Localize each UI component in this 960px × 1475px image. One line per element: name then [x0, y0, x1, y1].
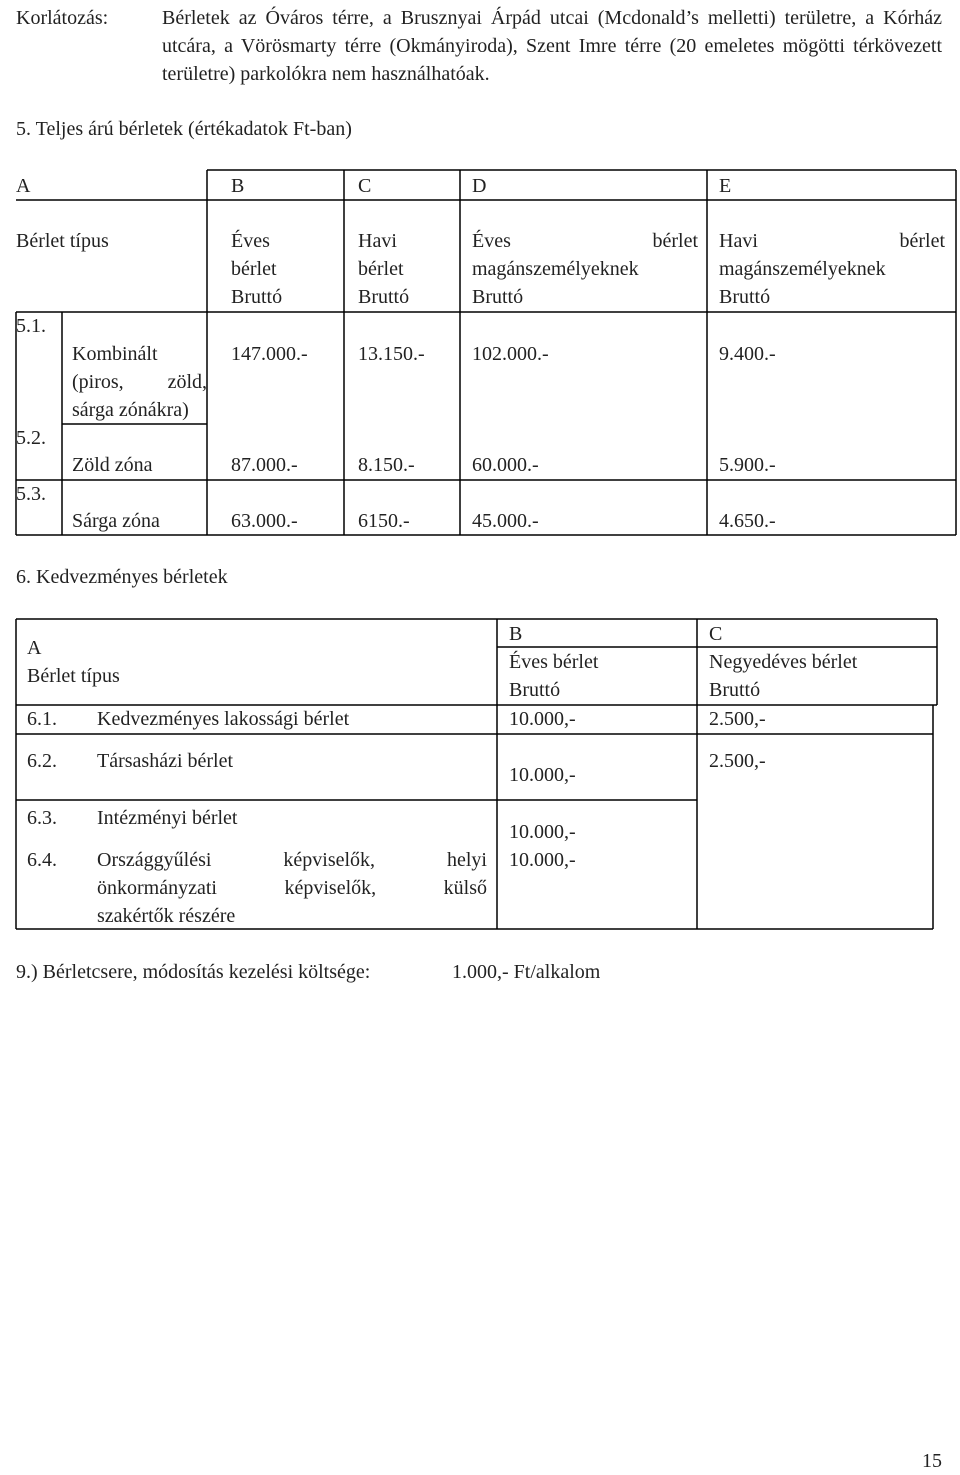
table-row-num: 5.1. — [16, 315, 46, 337]
fee-value: 1.000,- Ft/alkalom — [452, 961, 601, 983]
t6-negyedeves-berlet: Negyedéves bérlet Bruttó — [709, 651, 858, 701]
row-name-zold: Zöld zóna — [72, 454, 153, 476]
header-berlet-tipus: Bérlet típus — [16, 230, 109, 252]
section6-heading: 6. Kedvezményes bérletek — [16, 566, 228, 588]
row-name-tarsashazi: Társasházi bérlet — [97, 750, 234, 772]
cell-value: 5.900.- — [719, 454, 776, 476]
cell-value: 10.000,- — [509, 764, 576, 786]
col-letter-b: B — [231, 175, 245, 197]
cell-value: 45.000.- — [472, 510, 539, 532]
col-letter-c: C — [358, 175, 372, 197]
col-letter-d: D — [472, 175, 487, 197]
restriction-text: Bérletek az Óváros térre, a Brusznyai Árpád utcai (Mcdonald’s melletti) területre, a Kórház utcára, a Vörösmarty térre (Okmányiroda), Szent Imre térre (20 emeletes mögötti térkövezett területre) parkolókra nem használhatóak. — [162, 7, 942, 85]
cell-value: 147.000.- — [231, 343, 308, 365]
col-letter-a: A — [16, 175, 31, 197]
section5-heading: 5. Teljes árú bérletek (értékadatok Ft-ban) — [16, 118, 352, 140]
header-havi-magan: Havi bérlet magánszemélyeknek Bruttó — [719, 230, 945, 308]
table-row-num: 6.2. — [27, 750, 57, 772]
row-name-kombinalt: Kombinált (piros, zöld, sárga zónákra) — [72, 343, 207, 421]
table-row-num: 5.3. — [16, 483, 46, 505]
cell-value: 4.650.- — [719, 510, 776, 532]
table-row-num: 6.3. — [27, 807, 57, 829]
cell-value: 13.150.- — [358, 343, 425, 365]
cell-value: 60.000.- — [472, 454, 539, 476]
table-row-num: 6.4. — [27, 849, 57, 871]
row-name-sarga: Sárga zóna — [72, 510, 160, 532]
cell-value: 102.000.- — [472, 343, 549, 365]
cell-value: 63.000.- — [231, 510, 298, 532]
row-name-lakossagi: Kedvezményes lakossági bérlet — [97, 708, 350, 730]
header-havi-berlet: Havi bérlet Bruttó — [358, 230, 410, 308]
cell-value: 2.500,- — [709, 750, 766, 772]
fee-label: 9.) Bérletcsere, módosítás kezelési költsége: — [16, 961, 371, 983]
table-row-num: 5.2. — [16, 427, 46, 449]
header-eves-magan: Éves bérlet magánszemélyeknek Bruttó — [472, 230, 698, 308]
cell-value: 6150.- — [358, 510, 410, 532]
t6-letter-a: A — [27, 637, 42, 659]
header-eves-berlet: Éves bérlet Bruttó — [231, 230, 283, 308]
col-letter-e: E — [719, 175, 732, 197]
t6-eves-berlet: Éves bérlet Bruttó — [509, 651, 599, 701]
cell-value: 9.400.- — [719, 343, 776, 365]
row-name-intezmenyi: Intézményi bérlet — [97, 807, 238, 829]
page-number: 15 — [922, 1450, 942, 1472]
table-row-num: 6.1. — [27, 708, 57, 730]
cell-value: 2.500,- — [709, 708, 766, 730]
row-name-kepviselok: Országgyűlési képviselők, helyi önkormányzati képviselők, külső szakértők részére — [97, 849, 487, 927]
cell-value: 10.000,- — [509, 849, 576, 871]
t6-berlet-tipus: Bérlet típus — [27, 665, 120, 687]
cell-value: 8.150.- — [358, 454, 415, 476]
t6-letter-c: C — [709, 623, 723, 645]
cell-value: 87.000.- — [231, 454, 298, 476]
restriction-label: Korlátozás: — [16, 7, 109, 29]
cell-value: 10.000,- — [509, 821, 576, 843]
t6-letter-b: B — [509, 623, 523, 645]
cell-value: 10.000,- — [509, 708, 576, 730]
